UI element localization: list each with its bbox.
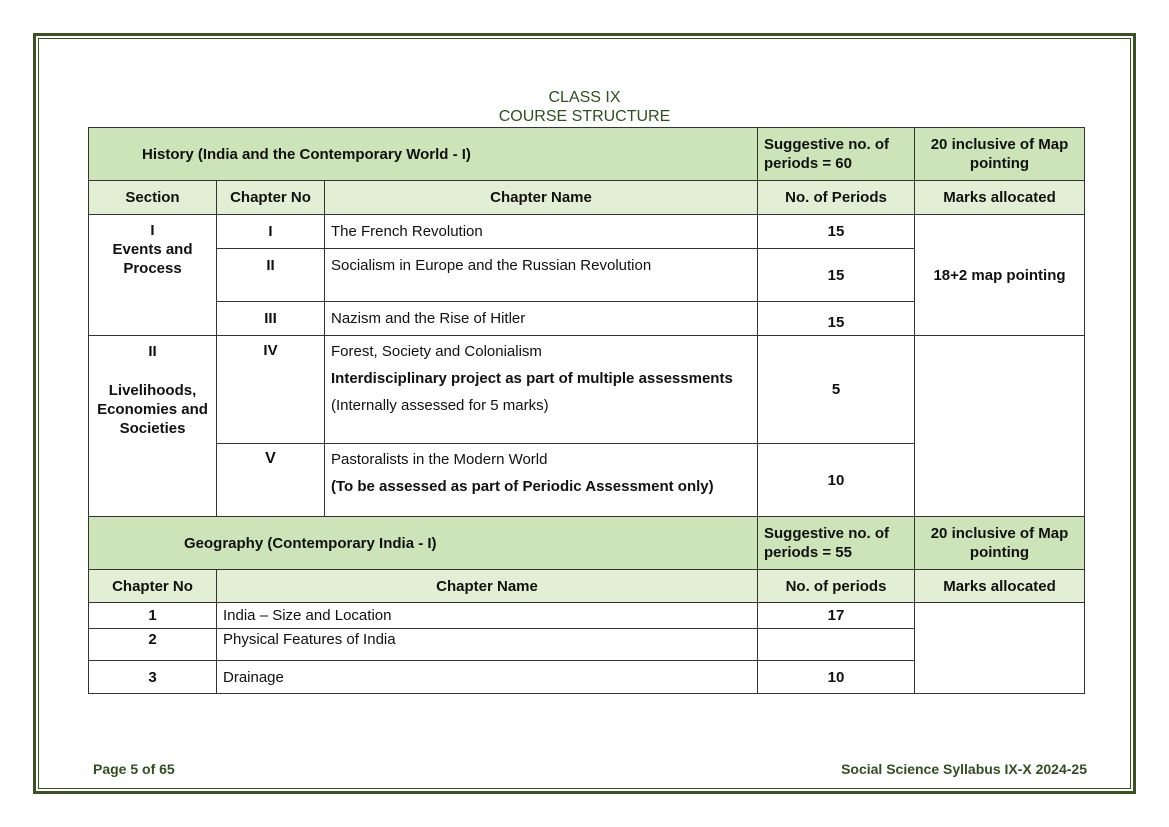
history-table [88,127,1085,517]
chapter-name: Nazism and the Rise of Hitler [325,302,758,336]
chapter-no: 1 [89,603,217,629]
periods: 15 [758,302,915,336]
col-chapter-no: Chapter No [217,181,325,215]
section-1-cell [89,215,217,336]
periods: 15 [758,215,915,249]
chapter-name: India – Size and Location [217,603,758,629]
history-marks-value: 18+2 map pointing [915,215,1085,336]
col-chapter-name: Chapter Name [217,570,758,603]
chapter-no: I [217,215,325,249]
geography-header-row [89,517,1085,570]
section-1-numeral: I [150,222,155,239]
course-structure-title: COURSE STRUCTURE [498,108,671,125]
chapter-no: II [217,249,325,302]
chapter-note-bold: (To be assessed as part of Periodic Assessment only) [331,478,714,495]
table-row [89,336,1085,444]
history-periods-note: Suggestive no. of periods = 60 [758,128,915,181]
history-header-row [89,128,1085,181]
chapter-name: Pastoralists in the Modern World [331,451,548,468]
periods: 17 [758,603,915,629]
periods [758,629,915,661]
document-title: Social Science Syllabus IX-X 2024-25 [841,761,1087,777]
history-column-headers [89,181,1085,215]
history-marks-note: 20 inclusive of Map pointing [915,128,1085,181]
section-1-name: Events and Process [112,241,193,277]
chapter-name-cell [325,336,758,444]
periods: 15 [758,249,915,302]
chapter-name: Drainage [217,661,758,694]
col-chapter-no: Chapter No [89,570,217,603]
col-section: Section [89,181,217,215]
history-marks-empty [915,336,1085,517]
col-periods: No. of Periods [758,181,915,215]
col-marks: Marks allocated [915,181,1085,215]
geography-marks-note: 20 inclusive of Map pointing [915,517,1085,570]
section-2-numeral: II [148,343,157,360]
col-marks: Marks allocated [915,570,1085,603]
chapter-note: (Internally assessed for 5 marks) [331,397,549,414]
chapter-no: 3 [89,661,217,694]
chapter-no: III [217,302,325,336]
chapter-name-cell [325,444,758,517]
chapter-no: IV [217,336,325,444]
section-2-name: Livelihoods, Economies and Societies [97,382,208,437]
chapter-no: V [217,444,325,517]
table-row [89,603,1085,629]
table-row [89,215,1085,249]
chapter-name: The French Revolution [325,215,758,249]
col-periods: No. of periods [758,570,915,603]
chapter-name: Forest, Society and Colonialism [331,343,542,360]
col-chapter-name: Chapter Name [325,181,758,215]
chapter-name: Socialism in Europe and the Russian Revolution [325,249,758,302]
chapter-name: Physical Features of India [217,629,758,661]
chapter-no: 2 [89,629,217,661]
geography-title: Geography (Contemporary India - I) [89,517,758,570]
geography-marks-empty [915,603,1085,694]
geography-table [88,516,1085,694]
periods: 10 [758,661,915,694]
history-title: History (India and the Contemporary World - I) [89,128,758,181]
page-number: Page 5 of 65 [93,761,175,777]
geography-column-headers [89,570,1085,603]
periods: 5 [758,336,915,444]
geography-periods-note: Suggestive no. of periods = 55 [758,517,915,570]
section-2-cell [89,336,217,517]
periods: 10 [758,444,915,517]
chapter-note-bold: Interdisciplinary project as part of multiple assessments [331,370,733,387]
class-title: CLASS IX [548,89,621,106]
